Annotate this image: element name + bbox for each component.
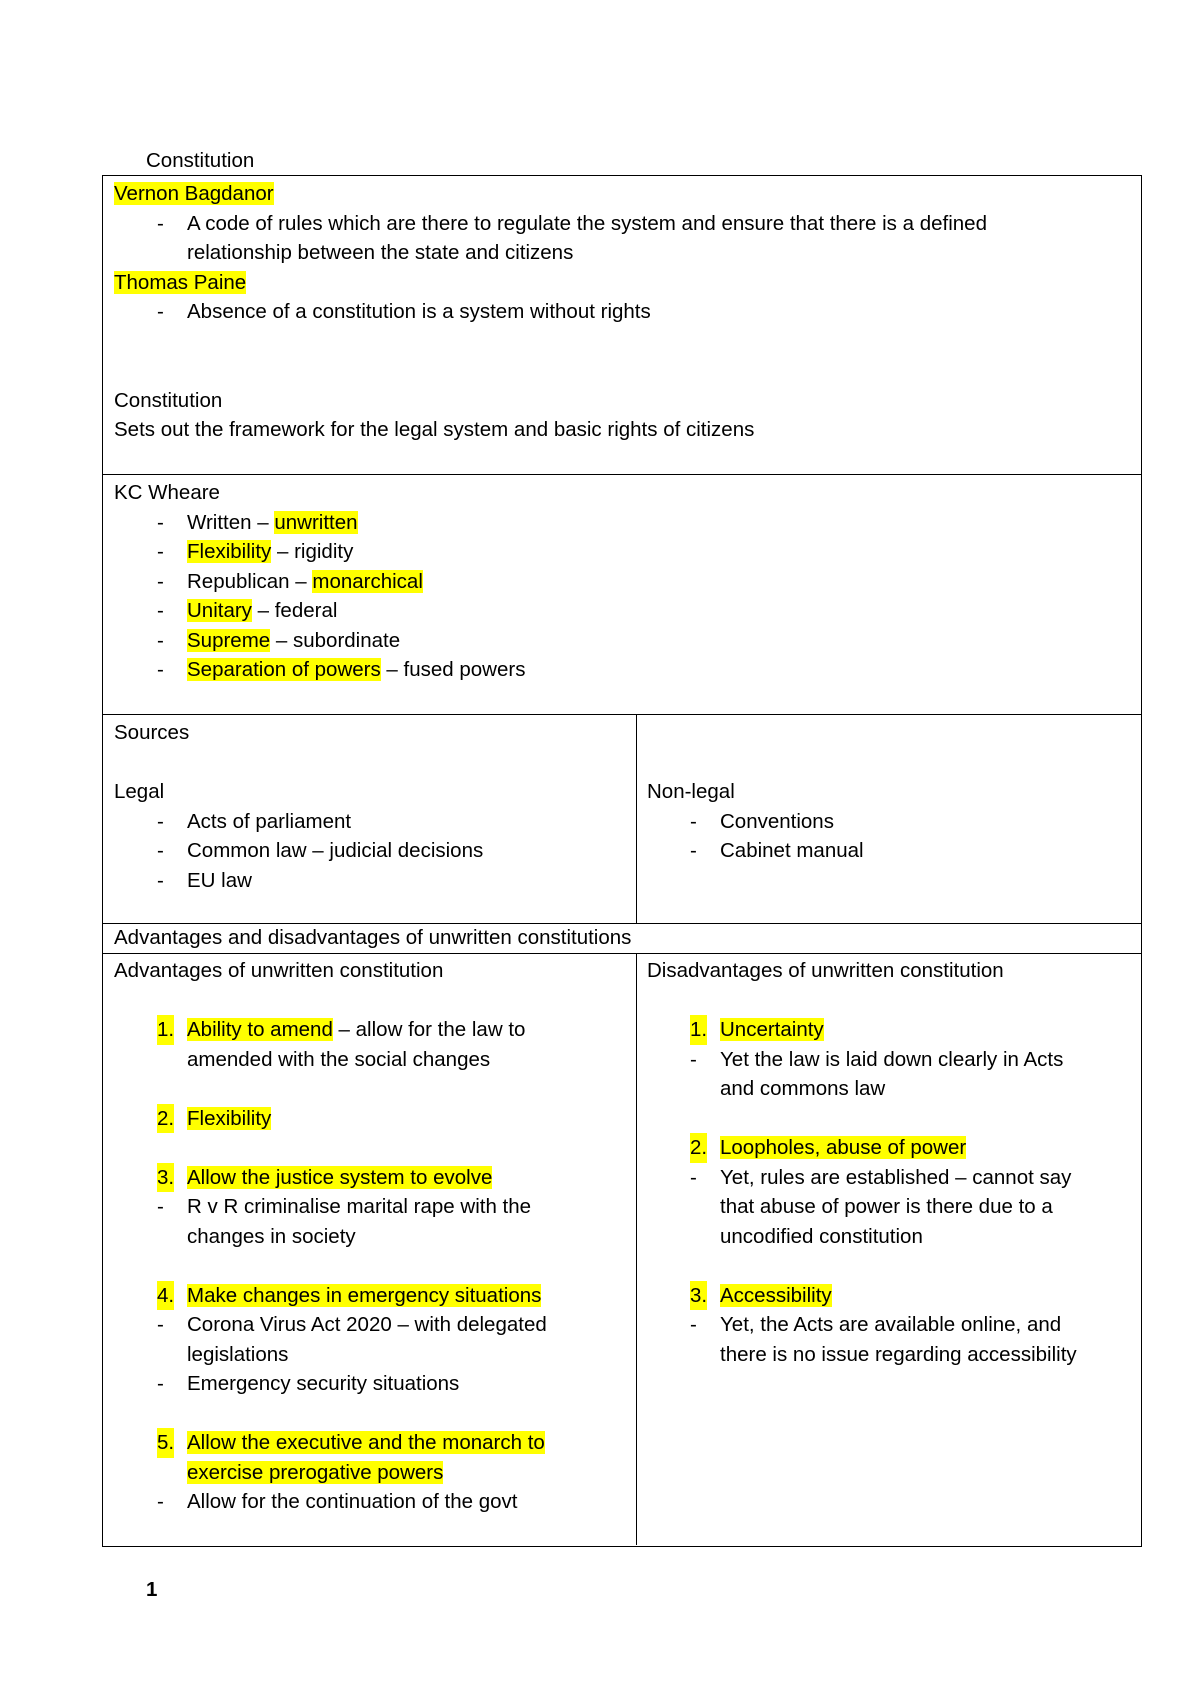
bullet-item: - A code of rules which are there to regulate the system and ensure that there is a defined (114, 209, 1124, 239)
bullet-item: - Yet, rules are established – cannot say (647, 1163, 1137, 1193)
row-divider (103, 953, 1141, 954)
section-adv-disadv-heading (114, 923, 1124, 953)
bullet-item: - Conventions (647, 807, 1137, 837)
bullet-item: - Yet the law is laid down clearly in Acts (647, 1045, 1137, 1075)
section-kc-wheare (114, 478, 1124, 685)
row-divider (103, 474, 1141, 475)
wheare-item: - Republican – monarchical (114, 567, 1124, 597)
column-divider (636, 714, 637, 923)
bullet-item: - Common law – judicial decisions (114, 836, 629, 866)
definition-heading: Constitution (114, 388, 223, 412)
bullet-item: - Acts of parliament (114, 807, 629, 837)
bullet-item: - Absence of a constitution is a system without rights (114, 297, 1124, 327)
numbered-item: 1. Uncertainty (647, 1015, 1137, 1045)
numbered-item-continuation: amended with the social changes (187, 1047, 491, 1071)
document-title: Constitution (146, 149, 255, 172)
section-sources-legal (114, 718, 629, 895)
numbered-item-continuation: exercise prerogative powers (187, 1460, 444, 1484)
numbered-item: 1. Ability to amend – allow for the law to (114, 1015, 629, 1045)
bullet-item: - Allow for the continuation of the govt (114, 1487, 629, 1517)
bullet-item-continuation: uncodified constitution (720, 1224, 923, 1248)
author-thomas-paine: Thomas Paine (114, 270, 247, 294)
bullet-item: - R v R criminalise marital rape with the (114, 1192, 629, 1222)
wheare-item: - Flexibility – rigidity (114, 537, 1124, 567)
section-definitions (114, 179, 1124, 445)
notes-table (102, 175, 1142, 1547)
numbered-item: 4. Make changes in emergency situations (114, 1281, 629, 1311)
numbered-item: 3. Accessibility (647, 1281, 1137, 1311)
disadvantages-column (647, 956, 1137, 1369)
numbered-item: 5. Allow the executive and the monarch to (114, 1428, 629, 1458)
section-heading: KC Wheare (114, 481, 220, 504)
page-number: 1 (146, 1578, 158, 1601)
bullet-item-continuation: relationship between the state and citizens (187, 241, 574, 264)
bullet-item: - Corona Virus Act 2020 – with delegated (114, 1310, 629, 1340)
numbered-item: 2. Loopholes, abuse of power (647, 1133, 1137, 1163)
advantages-heading: Advantages of unwritten constitution (114, 959, 444, 982)
section-heading: Sources (114, 721, 190, 744)
bullet-item: - EU law (114, 866, 629, 896)
column-divider (636, 953, 637, 1545)
bullet-item: - Emergency security situations (114, 1369, 629, 1399)
disadvantages-heading: Disadvantages of unwritten constitution (647, 959, 1004, 982)
definition-text: Sets out the framework for the legal system and basic rights of citizens (114, 418, 755, 441)
bullet-item-continuation: there is no issue regarding accessibility (720, 1342, 1077, 1366)
bullet-item: - Cabinet manual (647, 836, 1137, 866)
wheare-item: - Separation of powers – fused powers (114, 655, 1124, 685)
wheare-item: - Written – unwritten (114, 508, 1124, 538)
bullet-item-continuation: changes in society (187, 1224, 356, 1248)
legal-heading: Legal (114, 780, 165, 803)
bullet-item-continuation: legislations (187, 1342, 289, 1366)
bullet-item-continuation: that abuse of power is there due to a (720, 1195, 1053, 1218)
author-vernon-bagdanor: Vernon Bagdanor (114, 182, 274, 205)
bullet-item-continuation: and commons law (720, 1077, 886, 1100)
numbered-item: 2. Flexibility (114, 1104, 629, 1134)
numbered-item: 3. Allow the justice system to evolve (114, 1163, 629, 1193)
wheare-item: - Supreme – subordinate (114, 626, 1124, 656)
advantages-column (114, 956, 629, 1517)
section-heading: Advantages and disadvantages of unwritten constitutions (114, 926, 632, 949)
wheare-item: - Unitary – federal (114, 596, 1124, 626)
section-sources-nonlegal (647, 718, 1137, 866)
wheare-classification-list (114, 508, 1124, 685)
row-divider (103, 714, 1141, 715)
nonlegal-heading: Non-legal (647, 780, 735, 803)
bullet-item: - Yet, the Acts are available online, and (647, 1310, 1137, 1340)
